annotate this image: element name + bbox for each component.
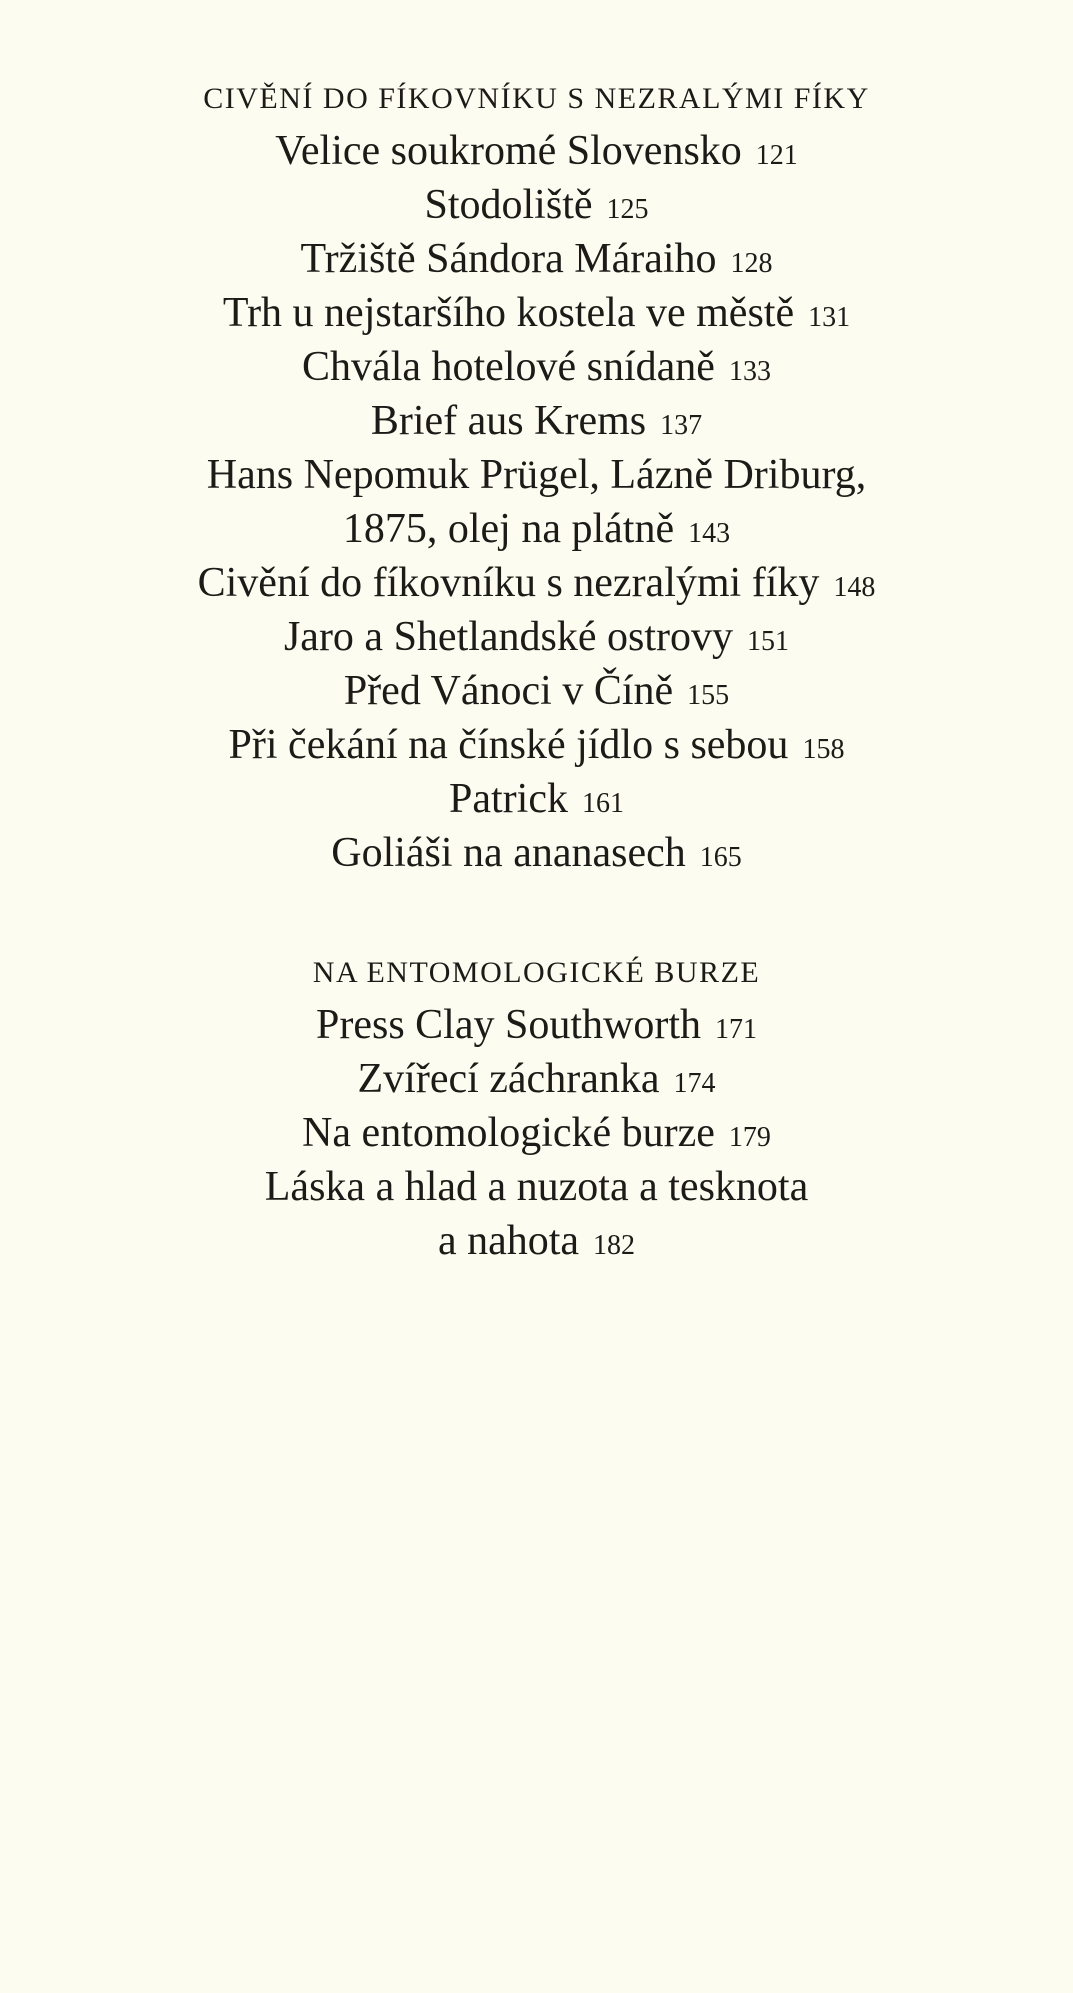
toc-entry	[0, 508, 1073, 550]
entry-page-number: 151	[747, 626, 790, 657]
entry-page-number: 121	[755, 140, 798, 171]
entry-title: Trh u nejstaršího kostela ve městě	[222, 290, 795, 336]
toc-entry	[0, 130, 1073, 172]
toc-entry	[0, 562, 1073, 604]
toc-entry	[0, 832, 1073, 874]
entry-page-number: 161	[581, 788, 624, 819]
entry-title: Před Vánoci v Číně	[343, 668, 674, 714]
entry-title: Brief aus Krems	[370, 398, 647, 444]
toc-entry	[0, 1166, 1073, 1208]
entry-page-number: 128	[730, 248, 773, 279]
entry-title: Na entomologické burze	[302, 1110, 715, 1156]
entry-title: Chvála hotelové snídaně	[302, 344, 715, 390]
toc-entry	[0, 1112, 1073, 1154]
toc-entry	[0, 346, 1073, 388]
entry-page-number: 182	[593, 1230, 636, 1261]
entry-title: a nahota	[437, 1218, 580, 1264]
entry-title: Láska a hlad a nuzota a tesknota	[264, 1164, 809, 1210]
entry-title: Jaro a Shetlandské ostrovy	[283, 614, 734, 660]
entry-page-number: 143	[688, 518, 731, 549]
toc-entry	[0, 724, 1073, 766]
entry-title: Tržiště Sándora Máraiho	[300, 236, 717, 282]
toc-entry	[0, 1220, 1073, 1262]
section-heading: NA ENTOMOLOGICKÉ BURZE	[312, 956, 761, 989]
entry-title: Stodoliště	[424, 182, 593, 228]
toc-entry	[0, 184, 1073, 226]
entry-title: Goliáši na ananasech	[331, 830, 686, 876]
toc-entry	[0, 670, 1073, 712]
entry-page-number: 148	[833, 572, 876, 603]
entry-page-number: 155	[687, 680, 730, 711]
toc-entry	[0, 292, 1073, 334]
entry-page-number: 131	[808, 302, 851, 333]
entry-title: 1875, olej na plátně	[342, 506, 675, 552]
entry-page-number: 133	[728, 356, 771, 387]
entry-page-number: 125	[606, 194, 649, 225]
entry-page-number: 179	[728, 1122, 771, 1153]
entry-page-number: 174	[673, 1068, 716, 1099]
toc-entry	[0, 238, 1073, 280]
entry-title: Při čekání na čínské jídlo s sebou	[228, 722, 789, 768]
toc-entry	[0, 400, 1073, 442]
entry-page-number: 171	[715, 1014, 757, 1045]
section-heading: CIVĚNÍ DO FÍKOVNÍKU S NEZRALÝMI FÍKY	[203, 82, 870, 115]
toc-entry	[0, 1058, 1073, 1100]
entry-page-number: 137	[660, 410, 703, 441]
entry-title: Patrick	[449, 776, 568, 822]
toc-entry	[0, 454, 1073, 496]
entry-title: Press Clay Southworth	[315, 1002, 701, 1048]
entry-title: Velice soukromé Slovensko	[275, 128, 742, 174]
entry-page-number: 165	[699, 842, 742, 873]
entry-title: Civění do fíkovníku s nezralými fíky	[197, 560, 820, 606]
toc-entry	[0, 616, 1073, 658]
toc-entry	[0, 1004, 1073, 1046]
entry-title: Zvířecí záchranka	[357, 1056, 660, 1102]
entry-page-number: 158	[802, 734, 845, 765]
entry-title: Hans Nepomuk Prügel, Lázně Driburg,	[206, 452, 867, 498]
toc-entry	[0, 778, 1073, 820]
